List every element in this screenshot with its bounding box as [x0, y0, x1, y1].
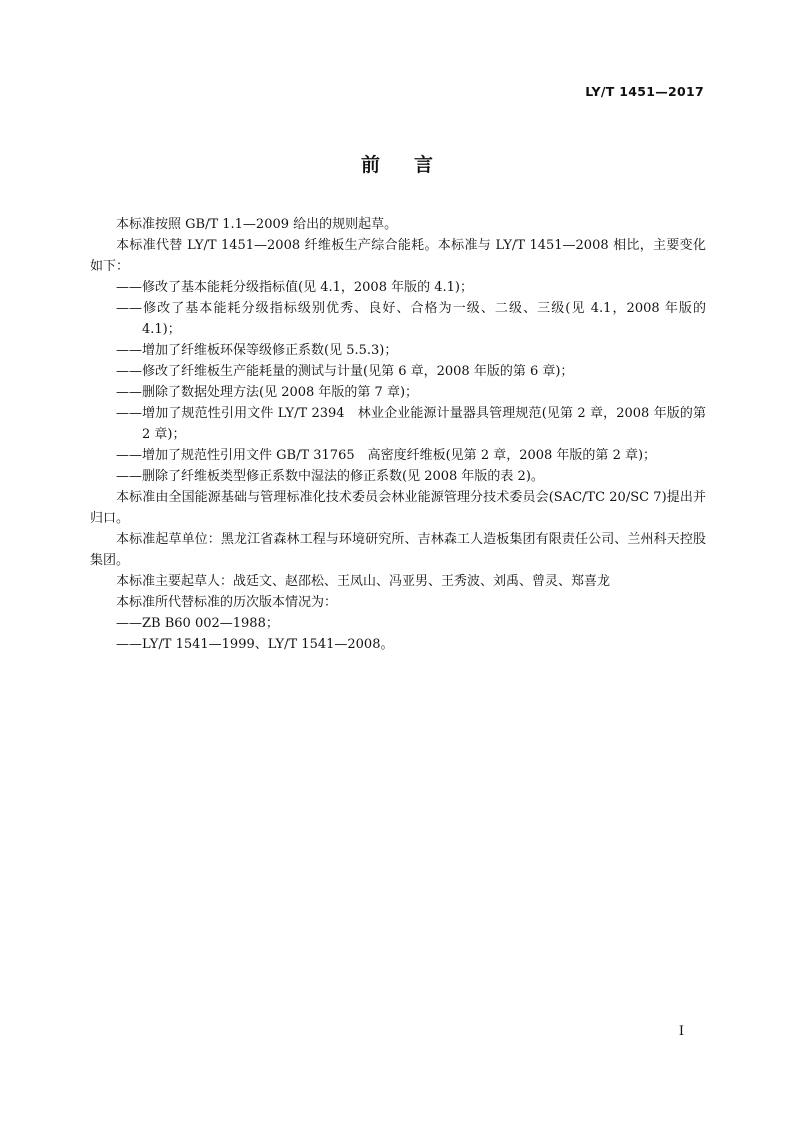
list-item — [90, 403, 706, 445]
list-item — [90, 382, 706, 403]
dash-marker: —— — [116, 616, 142, 631]
page-number: I — [678, 1024, 684, 1039]
list-item-text: ZB B60 002—1988； — [142, 616, 279, 631]
paragraph: 本标准起草单位：黑龙江省森林工程与环境研究所、吉林森工人造板集团有限责任公司、兰州科天控股集团。 — [90, 532, 706, 568]
list-item — [90, 445, 706, 466]
document-body — [90, 214, 706, 655]
paragraph: 本标准由全国能源基础与管理标准化技术委员会林业能源管理分技术委员会(SAC/TC 20/SC 7)提出并归口。 — [90, 490, 706, 526]
paragraph: 本标准代替 LY/T 1451—2008 纤维板生产综合能耗。本标准与 LY/T 1451—2008 相比，主要变化如下： — [90, 238, 706, 274]
list-item-text: 删除了数据处理方法(见 2008 年版的第 7 章)； — [142, 385, 419, 400]
list-item-text: LY/T 1541—1999、LY/T 1541—2008。 — [142, 637, 394, 652]
dash-marker: —— — [116, 469, 142, 484]
document-code: LY/T 1451—2017 — [585, 84, 704, 99]
dash-marker: —— — [116, 448, 142, 463]
paragraph: 本标准主要起草人：战廷文、赵邵松、王凤山、冯亚男、王秀波、刘禹、曾灵、郑喜龙 — [116, 574, 611, 589]
dash-marker: —— — [116, 406, 142, 421]
dash-marker: —— — [116, 385, 142, 400]
dash-marker: —— — [116, 280, 142, 295]
list-item-text: 删除了纤维板类型修正系数中湿法的修正系数(见 2008 年版的表 2)。 — [142, 469, 544, 484]
paragraph: 本标准所代替标准的历次版本情况为： — [116, 595, 338, 610]
paragraph: 本标准按照 GB/T 1.1—2009 给出的规则起草。 — [116, 217, 398, 232]
change-list — [90, 277, 706, 487]
list-item — [90, 634, 706, 655]
list-item-text: 修改了纤维板生产能耗量的测试与计量(见第 6 章，2008 年版的第 6 章)； — [142, 364, 574, 379]
list-item-text: 修改了基本能耗分级指标值(见 4.1，2008 年版的 4.1)； — [142, 280, 473, 295]
dash-marker: —— — [116, 343, 142, 358]
page-title: 前言 — [360, 154, 467, 176]
dash-marker: —— — [116, 637, 142, 652]
list-item — [90, 277, 706, 298]
list-item-text: 增加了规范性引用文件 GB/T 31765 高密度纤维板(见第 2 章，2008 年版的第 2 章)； — [142, 448, 657, 463]
list-item — [90, 298, 706, 340]
list-item — [90, 361, 706, 382]
list-item-text: 增加了规范性引用文件 LY/T 2394 林业企业能源计量器具管理规范(见第 2 章，2008 年版的第 2 章)； — [142, 406, 706, 442]
version-list — [90, 613, 706, 655]
list-item-text: 修改了基本能耗分级指标级别优秀、良好、合格为一级、二级、三级(见 4.1，2008 年版的 4.1)； — [142, 301, 706, 337]
dash-marker: —— — [116, 364, 142, 379]
list-item — [90, 613, 706, 634]
list-item — [90, 466, 706, 487]
dash-marker: —— — [116, 301, 142, 316]
list-item-text: 增加了纤维板环保等级修正系数(见 5.5.3)； — [142, 343, 398, 358]
list-item — [90, 340, 706, 361]
